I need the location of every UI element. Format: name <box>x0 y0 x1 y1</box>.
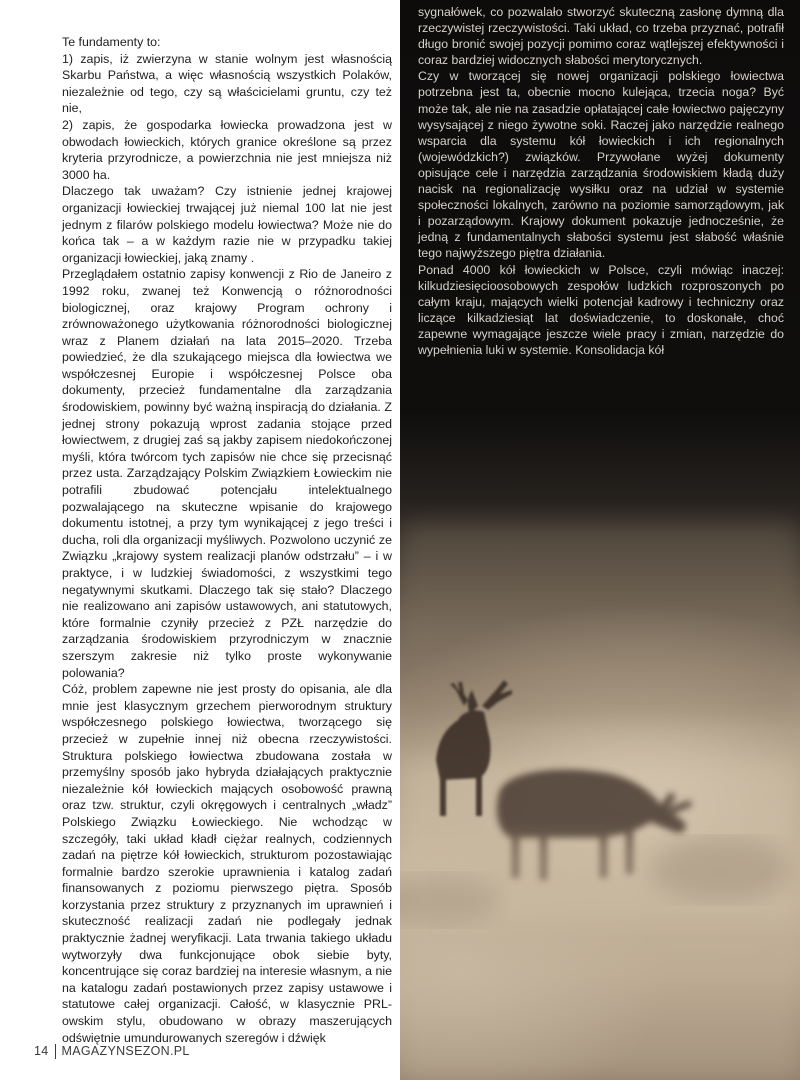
paragraph: Czy w tworzącej się nowej organizacji polskiego łowiectwa potrzebna jest ta, obecnie mocno kulejąca, trzecia noga? Być może tak, ale nie na zasadzie opłatającej całe łowiectwo pajęczyny wysysającej z niego żywotne soki. Raczej jako narzędzie realnego wsparcia dla systemu kół łowieckich i ich regionalnych (wojewódzkich?) związków. Przywołane wyżej dokumenty opisujące cele i narzędzia zarządzania środowiskiem kładą duży nacisk na regionalizację wysiłku oraz na udział w systemie społeczności lokalnych, zarówno na poziomie samorządowym, jak i pozarządowym. Krajowy dokument pokazuje jednocześnie, że jedną z fundamentalnych słabości systemu jest słabość właśnie tego najwyższego piętra działania. <box>418 69 784 261</box>
footer-divider <box>55 1044 56 1059</box>
deer-in-fog-photo <box>400 0 800 1080</box>
site-name: MAGAZYNSEZON.PL <box>61 1044 190 1058</box>
paragraph: 1) zapis, iż zwierzyna w stanie wolnym jest własnością Skarbu Państwa, a więc własnością wszystkich Polaków, niezależnie od tego, czy są właścicielami gruntu, czy też nie, <box>62 51 392 116</box>
paragraph: Ponad 4000 kół łowieckich w Polsce, czyli mówiąc inaczej: kilkudziesięcioosobowych zespołów ludzkich rozproszonych po całym kraju, mających wielki potencjał kadrowy i techniczny oraz liczące kilkadziesiąt lat doświadczenie, to doskonałe, choć zapewne wymagające jeszcze wiele pracy i zmian, narzędzie do wypełnienia luki w systemie. Konsolidacja kół <box>418 262 784 357</box>
page-number: 14 <box>34 1044 49 1058</box>
right-text-column <box>418 4 784 358</box>
paragraph: Te fundamenty to: <box>62 35 161 49</box>
left-text-column <box>62 34 392 1046</box>
page-footer <box>34 1043 190 1059</box>
paragraph: Dlaczego tak uważam? Czy istnienie jednej krajowej organizacji łowieckiej trwającej już niemal 100 lat nie jest jednym z filarów polskiego modelu łowiectwa? Może nie do końca tak – a w każdym razie nie w przypadku takiej organizacji łowieckiej, jaką znamy . <box>62 184 392 265</box>
paragraph: Cóż, problem zapewne nie jest prosty do opisania, ale dla mnie jest klasycznym grzechem pierworodnym struktury współczesnego polskiego łowiectwa, tworzącego się przecież w zupełnie innej niż obecna rzeczywistości. Struktura polskiego łowiectwa zbudowana została w przemyślny sposób jako hybryda działających praktycznie niezależnie kół łowieckich mających osobowość prawną oraz tzw. struktur, czyli okręgowych i centralnych „władz” Polskiego Związku Łowieckiego. Nie wchodząc w szczegóły, taki układ kładł ciężar realnych, codziennych zadań na piętrze kół łowieckich, strukturom pozostawiając formalnie bardzo szerokie uprawnienia i katalog zadań finansowanych z poziomu pierwszego piętra. Sposób korzystania przez struktury z przyznanych im uprawnień i skuteczność realizacji zadań nie podlegały jednak praktycznie żadnej weryfikacji. Lata trwania takiego układu wytworzyły dwa funkcjonujące obok siebie byty, koncentrujące się coraz bardziej na interesie własnym, a nie na katalogu zadań postawionych przez zapisy ustawowe i statutowe całej organizacji. Całość, w klasycznie PRL-owskim stylu, obudowano w obrazy maszerujących odświętnie umundurowanych szeregów i dźwięk <box>62 682 392 1045</box>
paragraph: 2) zapis, że gospodarka łowiecka prowadzona jest w obwodach łowieckich, których granice określone są przez kryteria przyrodnicze, a powierzchnia nie jest mniejsza niż 3000 ha. <box>62 117 392 182</box>
paragraph: sygnałówek, co pozwalało stworzyć skuteczną zasłonę dymną dla rzeczywistej rzeczywistości. Taki układ, co trzeba przyznać, potrafił długo bronić swojej pozycji pomimo coraz wątlejszej efektywności i coraz bardziej widocznych słabości merytorycznych. <box>418 5 784 68</box>
paragraph: Przeglądałem ostatnio zapisy konwencji z Rio de Janeiro z 1992 roku, zwanej też Konwencją o różnorodności biologicznej, oraz krajowy Program ochrony i zrównoważonego użytkowania różnorodności biologicznej wraz z Planem działań na lata 2015–2020. Trzeba powiedzieć, że dla szukającego miejsca dla łowiectwa we współczesnej Europie i współczesnej Polsce oba dokumenty, przecież fundamentalne dla zarządzania środowiskiem, powinny być ważną inspiracją do działania. Z jednej strony pokazują wprost zadania stojące przed łowiectwem, z drugiej zaś są jakby zapisem niedokończonej myśli, która twórcom tych zapisów nie chce się przecisnąć przez usta. Zarządzający Polskim Związkiem Łowieckim nie potrafili zbudować potencjału intelektualnego pozwalającego na skuteczne wpisanie do krajowego dokumentu istotnej, a przy tym wynikającej z jego treści i ducha, roli dla organizacji myśliwych. Pozwolono uczynić ze Związku „krajowy system realizacji planów odstrzału” – i w praktyce, i w ludzkiej świadomości, z wszystkimi tego negatywnymi skutkami. Dlaczego tak się stało? Dlaczego nie realizowano ani zapisów ustawowych, ani statutowych, które formalnie czyniły przecież z PZŁ narzędzie do zarządzania środowiskiem przyrodniczym w znacznie szerszym zakresie niż tylko proste wykonywanie polowania? <box>62 267 392 680</box>
